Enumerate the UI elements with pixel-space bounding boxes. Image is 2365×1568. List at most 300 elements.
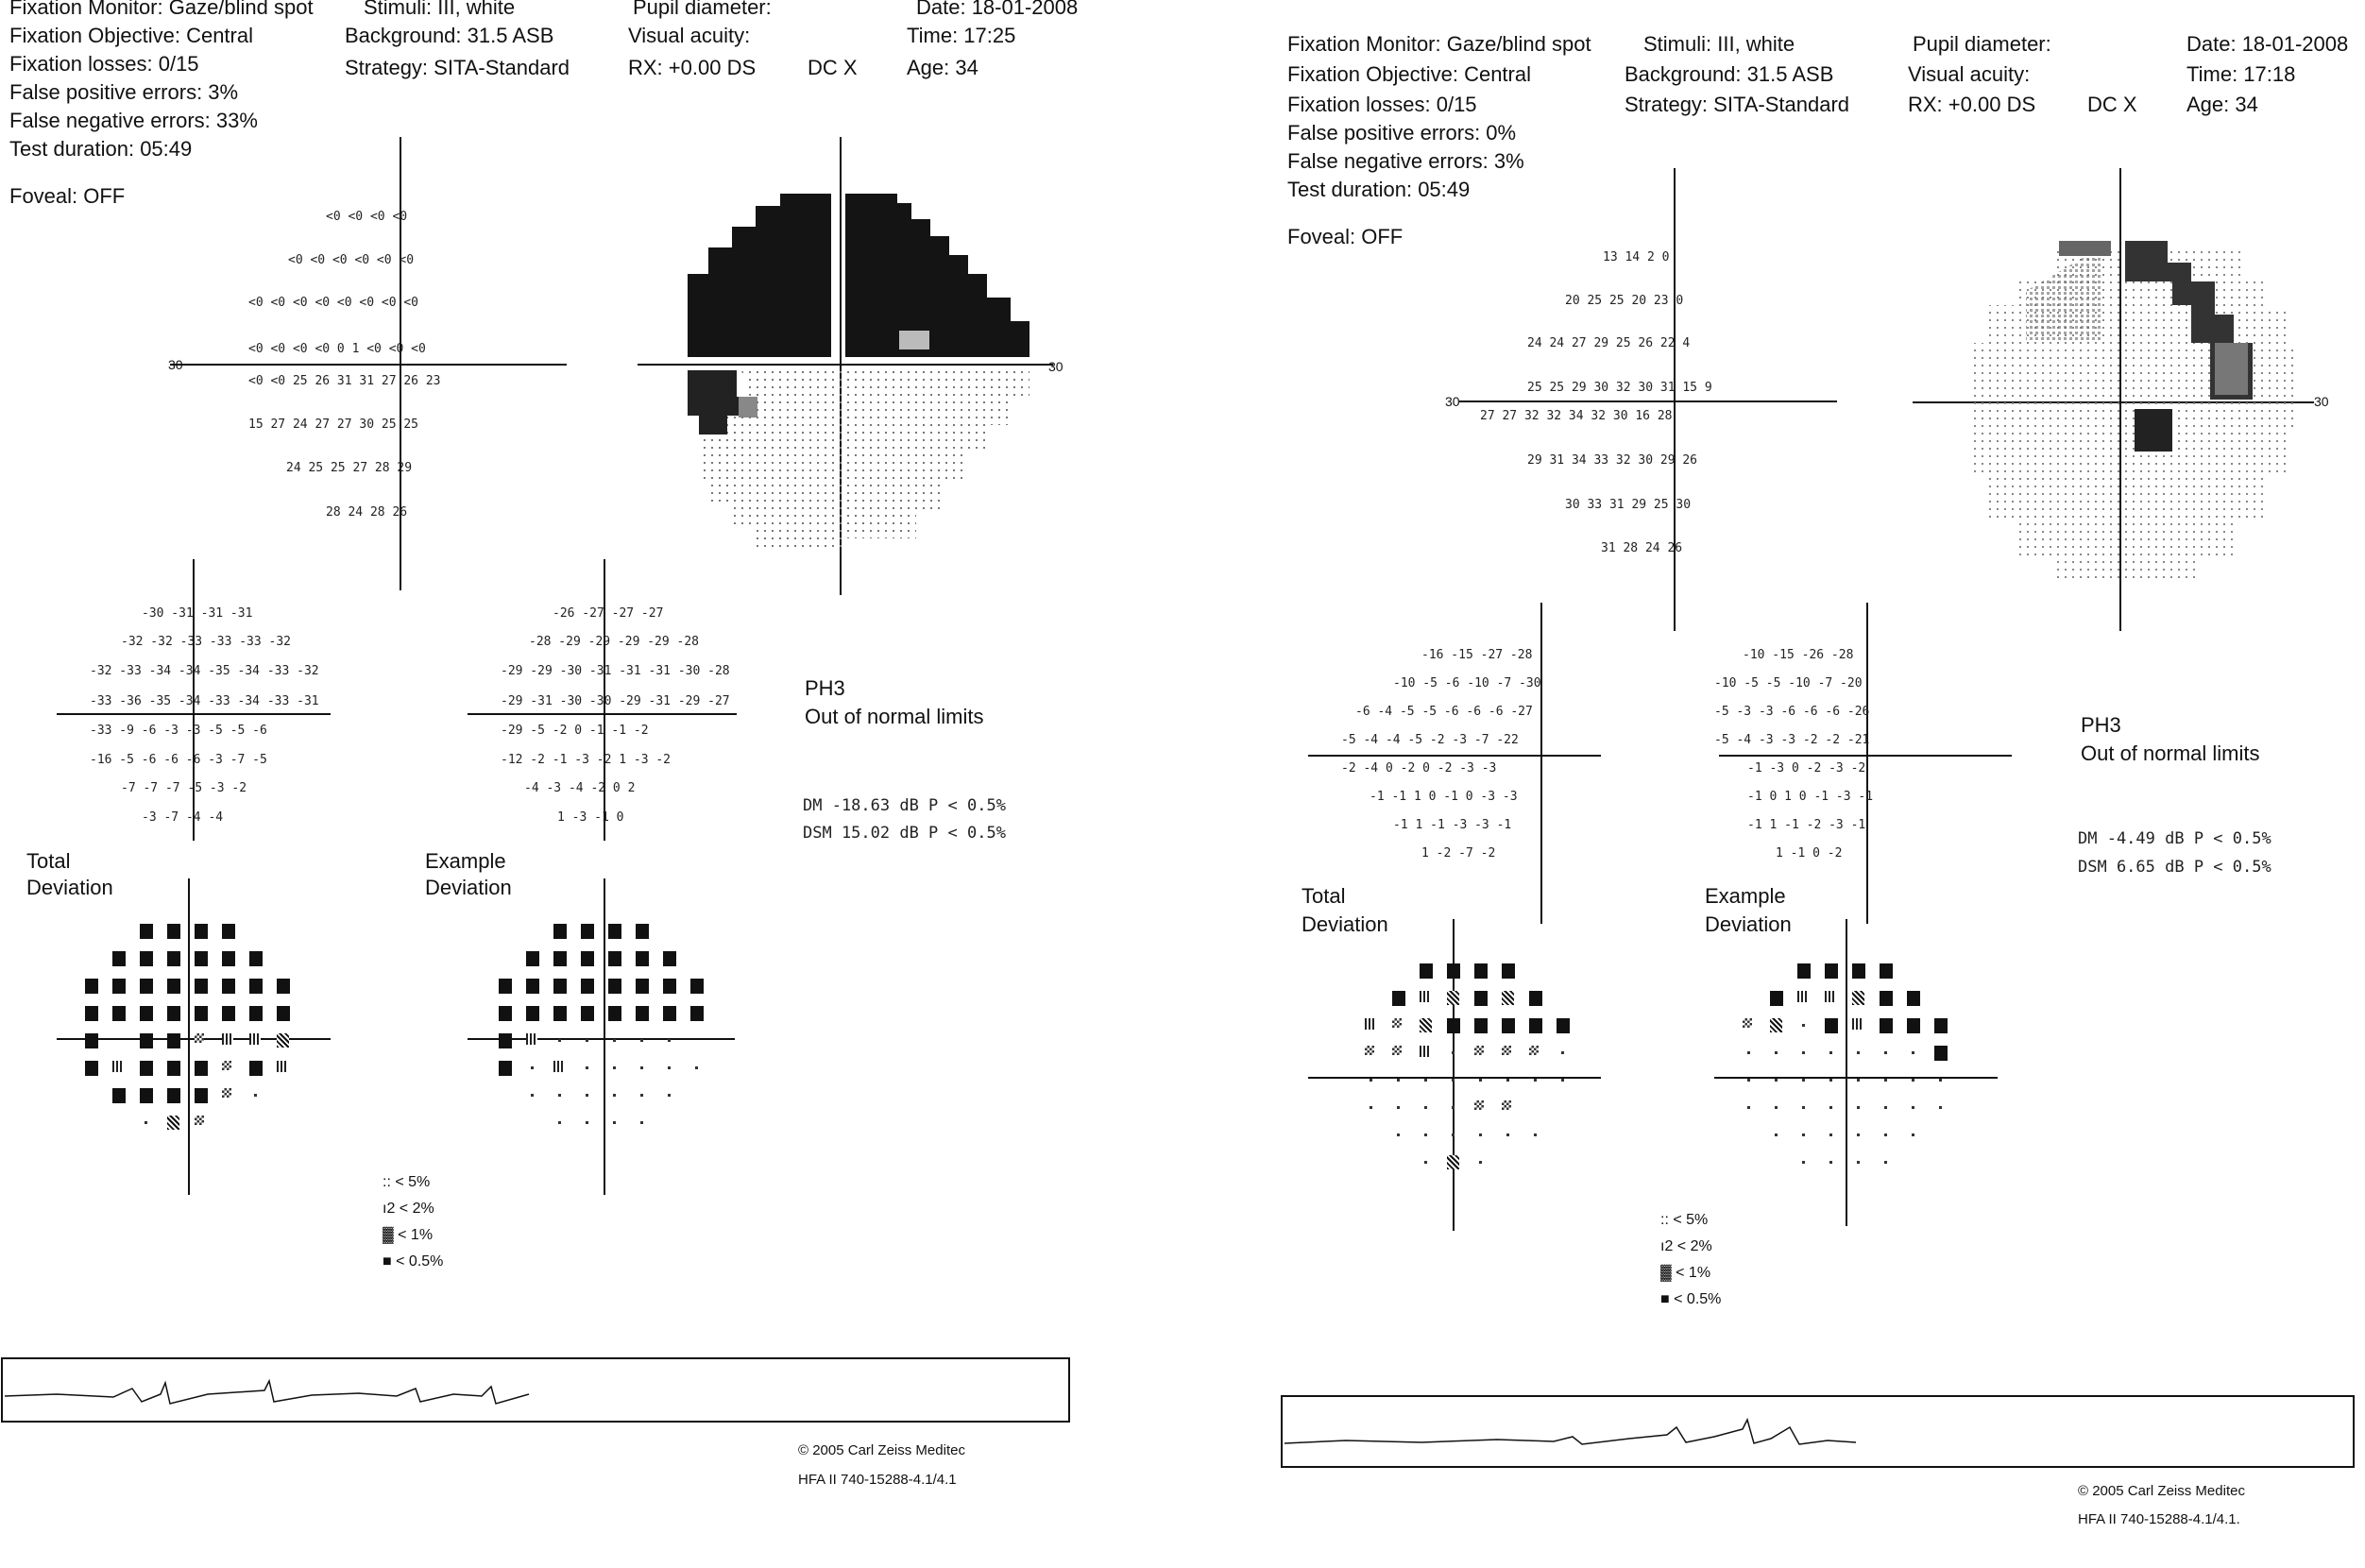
legend-symbol: ▓	[383, 1227, 394, 1243]
probability-symbol-normal	[1857, 1106, 1860, 1109]
probability-symbol-0.5	[581, 979, 594, 994]
probability-symbol-1	[277, 1033, 289, 1048]
fixation-monitor: Fixation Monitor: Gaze/blind spot	[9, 0, 314, 19]
probability-symbol-0.5	[1907, 1018, 1920, 1033]
probability-symbol-normal	[1479, 1161, 1482, 1164]
probability-symbol-normal	[1561, 1079, 1564, 1082]
probability-symbol-0.5	[112, 979, 126, 994]
probability-symbol-normal	[1884, 1106, 1887, 1109]
legend-symbol: ı2	[383, 1201, 396, 1217]
probability-symbol-0.5	[553, 924, 567, 939]
threshold-row: <0 <0 25 26 31 31 27 26 23	[248, 374, 441, 388]
patient-age: Age: 34	[2186, 93, 2258, 116]
example-deviation-label-1: Example	[1705, 884, 1786, 908]
test-date: Date: 18-01-2008	[916, 0, 1079, 19]
legend-05	[383, 1253, 443, 1270]
probability-symbol-normal	[1884, 1133, 1887, 1136]
probability-symbol-normal	[1424, 1161, 1427, 1164]
probability-symbol-0.5	[608, 1006, 621, 1021]
probability-symbol-0.5	[526, 951, 539, 966]
threshold-row: 30 33 31 29 25 30	[1565, 498, 1692, 512]
probability-symbol-0.5	[1474, 1018, 1488, 1033]
false-negative-errors: False negative errors: 33%	[9, 109, 258, 132]
background: Background: 31.5 ASB	[1625, 62, 1834, 86]
probability-symbol-normal	[1775, 1133, 1778, 1136]
probability-symbol-5	[222, 1088, 231, 1098]
total-deviation-row: -32 -33 -34 -34 -35 -34 -33 -32	[90, 664, 319, 678]
probability-symbol-2	[249, 1033, 261, 1045]
probability-symbol-normal	[1452, 1106, 1455, 1109]
probability-symbol-normal	[613, 1039, 616, 1042]
probability-symbol-0.5	[1934, 1018, 1948, 1033]
legend-symbol: ■	[383, 1253, 392, 1270]
probability-symbol-2	[1852, 1018, 1863, 1030]
probability-symbol-0.5	[1825, 963, 1838, 979]
probability-symbol-0.5	[167, 1006, 180, 1021]
example-deviation-label-2: Deviation	[425, 876, 512, 899]
example-deviation-row: -29 -5 -2 0 -1 -1 -2	[501, 724, 649, 738]
probability-symbol-0.5	[85, 1033, 98, 1048]
probability-symbol-5	[1502, 1046, 1511, 1055]
probability-symbol-5	[195, 1116, 204, 1125]
probability-symbol-5	[222, 1061, 231, 1070]
device-model: HFA II 740-15288-4.1/4.1	[798, 1472, 957, 1488]
probability-symbol-0.5	[222, 1006, 235, 1021]
example-deviation-row: -5 -3 -3 -6 -6 -6 -26	[1714, 705, 1870, 719]
probability-symbol-0.5	[249, 1006, 263, 1021]
probability-symbol-normal	[1802, 1106, 1805, 1109]
probability-symbol-0.5	[553, 979, 567, 994]
legend-label: < 0.5%	[396, 1253, 444, 1270]
probability-symbol-0.5	[167, 1088, 180, 1103]
probability-symbol-normal	[1829, 1051, 1832, 1054]
probability-symbol-0.5	[1880, 963, 1893, 979]
threshold-row: 25 25 29 30 32 30 31 15 9	[1527, 381, 1712, 395]
probability-symbol-normal	[1747, 1079, 1750, 1082]
probability-symbol-0.5	[195, 1006, 208, 1021]
probability-symbol-normal	[1857, 1051, 1860, 1054]
probability-symbol-1	[1852, 991, 1864, 1005]
probability-symbol-0.5	[663, 979, 676, 994]
probability-symbol-0.5	[195, 979, 208, 994]
fixation-monitor: Fixation Monitor: Gaze/blind spot	[1287, 32, 1591, 56]
probability-symbol-normal	[145, 1121, 147, 1124]
probability-symbol-5	[1474, 1046, 1484, 1055]
probability-symbol-0.5	[1529, 991, 1542, 1006]
probability-symbol-0.5	[1557, 1018, 1570, 1033]
probability-symbol-0.5	[1770, 991, 1783, 1006]
probability-symbol-normal	[640, 1066, 643, 1069]
probability-symbol-normal	[1424, 1133, 1427, 1136]
probability-symbol-normal	[1775, 1106, 1778, 1109]
gaze-tracking-box	[1282, 1396, 2354, 1467]
example-deviation-row: -1 1 -1 -2 -3 -1	[1747, 818, 1866, 832]
foveal-status: Foveal: OFF	[1287, 225, 1404, 248]
pupil-diameter: Pupil diameter:	[1913, 32, 2051, 56]
legend-2	[1660, 1238, 1712, 1255]
probability-symbol-0.5	[1420, 963, 1433, 979]
probability-symbol-normal	[1884, 1079, 1887, 1082]
test-duration: Test duration: 05:49	[9, 137, 193, 161]
visual-acuity: Visual acuity:	[1908, 62, 2031, 86]
probability-symbol-5	[1392, 1018, 1402, 1028]
pattern-std-deviation: DSM 6.65 dB P < 0.5%	[2078, 858, 2271, 877]
probability-symbol-2	[553, 1061, 565, 1072]
probability-symbol-0.5	[167, 1033, 180, 1048]
strategy: Strategy: SITA-Standard	[345, 56, 570, 79]
probability-symbol-normal	[1912, 1079, 1914, 1082]
copyright: © 2005 Carl Zeiss Meditec	[798, 1442, 965, 1458]
example-deviation-row: -1 -3 0 -2 -3 -2	[1747, 761, 1866, 775]
probability-symbol-normal	[1775, 1079, 1778, 1082]
probability-symbol-normal	[1912, 1133, 1914, 1136]
probability-symbol-0.5	[526, 979, 539, 994]
probability-symbol-normal	[558, 1039, 561, 1042]
probability-symbol-0.5	[1880, 1018, 1893, 1033]
probability-symbol-0.5	[608, 951, 621, 966]
background: Background: 31.5 ASB	[345, 24, 554, 47]
threshold-row: 31 28 24 26	[1601, 541, 1683, 555]
total-deviation-row: -16 -15 -27 -28	[1421, 648, 1533, 662]
threshold-plot-axes	[1270, 31, 2365, 1537]
probability-symbol-0.5	[1529, 1018, 1542, 1033]
probability-symbol-normal	[1829, 1161, 1832, 1164]
probability-symbol-normal	[1829, 1079, 1832, 1082]
probability-symbol-normal	[1857, 1079, 1860, 1082]
probability-symbol-0.5	[581, 951, 594, 966]
threshold-row: 29 31 34 33 32 30 29 26	[1527, 453, 1698, 468]
total-deviation-label-1: Total	[26, 849, 71, 873]
threshold-plot-axes	[0, 0, 1133, 1537]
probability-symbol-normal	[1479, 1133, 1482, 1136]
ph3-label: PH3	[2081, 713, 2121, 737]
strategy: Strategy: SITA-Standard	[1625, 93, 1850, 116]
probability-symbol-normal	[640, 1039, 643, 1042]
probability-symbol-0.5	[112, 1006, 126, 1021]
probability-symbol-0.5	[663, 951, 676, 966]
fixation-objective: Fixation Objective: Central	[9, 24, 253, 47]
example-deviation-row: -29 -31 -30 -30 -29 -31 -29 -27	[501, 694, 730, 708]
probability-symbol-normal	[695, 1066, 698, 1069]
total-deviation-row: -6 -4 -5 -5 -6 -6 -6 -27	[1355, 705, 1533, 719]
total-deviation-row: 1 -2 -7 -2	[1421, 846, 1496, 861]
probability-symbol-0.5	[499, 979, 512, 994]
total-deviation-row: -30 -31 -31 -31	[142, 606, 253, 621]
ph3-status: Out of normal limits	[2081, 741, 2260, 765]
probability-symbol-0.5	[140, 1061, 153, 1076]
probability-symbol-1	[1447, 991, 1459, 1005]
probability-symbol-normal	[254, 1094, 257, 1097]
probability-symbol-0.5	[1907, 991, 1920, 1006]
rx: RX: +0.00 DS	[1908, 93, 2036, 116]
pattern-std-deviation: DSM 15.02 dB P < 0.5%	[803, 824, 1006, 843]
probability-symbol-0.5	[1880, 991, 1893, 1006]
example-deviation-row: -1 0 1 0 -1 -3 -1	[1747, 790, 1874, 804]
probability-symbol-0.5	[167, 979, 180, 994]
probability-symbol-normal	[1829, 1106, 1832, 1109]
probability-symbol-normal	[613, 1066, 616, 1069]
probability-symbol-0.5	[195, 1061, 208, 1076]
dc: DC X	[2087, 93, 2137, 116]
probability-symbol-normal	[531, 1094, 534, 1097]
legend-symbol: ::	[1660, 1212, 1669, 1228]
probability-symbol-normal	[1506, 1133, 1509, 1136]
legend-symbol: ▓	[1660, 1265, 1672, 1281]
probability-symbol-normal	[668, 1039, 671, 1042]
probability-symbol-0.5	[636, 1006, 649, 1021]
probability-symbol-2	[1825, 991, 1836, 1002]
total-deviation-row: -3 -7 -4 -4	[142, 810, 224, 825]
grayscale-blind-spot	[2135, 409, 2172, 452]
probability-symbol-normal	[1939, 1079, 1942, 1082]
rx: RX: +0.00 DS	[628, 56, 757, 79]
stimuli: Stimuli: III, white	[1643, 32, 1795, 56]
probability-symbol-normal	[640, 1094, 643, 1097]
probability-symbol-0.5	[608, 924, 621, 939]
probability-symbol-normal	[1912, 1051, 1914, 1054]
total-deviation-row: -32 -32 -33 -33 -33 -32	[121, 635, 292, 649]
example-deviation-label-2: Deviation	[1705, 912, 1792, 936]
total-deviation-row: -7 -7 -7 -5 -3 -2	[121, 781, 247, 795]
probability-symbol-normal	[1534, 1133, 1537, 1136]
probability-symbol-normal	[1939, 1106, 1942, 1109]
threshold-row: <0 <0 <0 <0 0 1 <0 <0 <0	[248, 342, 426, 356]
probability-symbol-normal	[1802, 1161, 1805, 1164]
probability-symbol-5	[1743, 1018, 1752, 1028]
x-axis-label: 30	[1445, 394, 1460, 409]
probability-symbol-0.5	[249, 951, 263, 966]
probability-symbol-normal	[1857, 1161, 1860, 1164]
probability-symbol-normal	[1829, 1133, 1832, 1136]
probability-symbol-normal	[1802, 1024, 1805, 1027]
probability-symbol-0.5	[85, 1061, 98, 1076]
probability-symbol-0.5	[663, 1006, 676, 1021]
probability-symbol-normal	[1397, 1106, 1400, 1109]
probability-symbol-0.5	[112, 951, 126, 966]
probability-symbol-0.5	[167, 1061, 180, 1076]
x-axis-label-grayscale: 30	[1048, 359, 1063, 374]
probability-symbol-normal	[1534, 1079, 1537, 1082]
example-deviation-row: 1 -1 0 -2	[1776, 846, 1843, 861]
copyright: © 2005 Carl Zeiss Meditec	[2078, 1483, 2245, 1499]
probability-symbol-0.5	[1392, 991, 1405, 1006]
probability-symbol-0.5	[1447, 963, 1460, 979]
threshold-row: <0 <0 <0 <0 <0 <0 <0 <0	[248, 296, 419, 310]
probability-symbol-0.5	[140, 979, 153, 994]
probability-symbol-normal	[586, 1066, 588, 1069]
probability-symbol-normal	[1479, 1079, 1482, 1082]
legend-label: < 5%	[395, 1174, 431, 1190]
right-report-panel	[1270, 31, 2365, 1568]
fixation-objective: Fixation Objective: Central	[1287, 62, 1531, 86]
probability-symbol-0.5	[222, 951, 235, 966]
example-deviation-label-1: Example	[425, 849, 506, 873]
probability-symbol-0.5	[85, 979, 98, 994]
total-deviation-label-2: Deviation	[1302, 912, 1388, 936]
legend-1	[1660, 1265, 1710, 1282]
test-time: Time: 17:25	[907, 24, 1016, 47]
probability-symbol-0.5	[690, 979, 704, 994]
threshold-row: 28 24 28 26	[326, 505, 408, 520]
probability-symbol-0.5	[636, 951, 649, 966]
probability-symbol-0.5	[140, 1033, 153, 1048]
example-deviation-row: -4 -3 -4 -2 0 2	[524, 781, 636, 795]
probability-symbol-0.5	[167, 924, 180, 939]
threshold-row: 13 14 2 0	[1603, 250, 1670, 264]
probability-symbol-0.5	[1474, 963, 1488, 979]
example-deviation-row: -29 -29 -30 -31 -31 -31 -30 -28	[501, 664, 730, 678]
legend-label: < 2%	[399, 1201, 434, 1217]
example-deviation-row: -5 -4 -3 -3 -2 -2 -21	[1714, 733, 1870, 747]
legend-label: < 1%	[398, 1227, 434, 1243]
threshold-row: 15 27 24 27 27 30 25 25	[248, 418, 419, 432]
total-deviation-row: -10 -5 -6 -10 -7 -30	[1393, 676, 1541, 690]
probability-symbol-normal	[613, 1121, 616, 1124]
legend-symbol: ı2	[1660, 1238, 1674, 1254]
probability-symbol-5	[1529, 1046, 1539, 1055]
probability-symbol-2	[1797, 991, 1809, 1002]
probability-symbol-normal	[558, 1121, 561, 1124]
probability-symbol-normal	[1747, 1051, 1750, 1054]
probability-symbol-5	[1474, 1100, 1484, 1110]
probability-symbol-normal	[1561, 1051, 1564, 1054]
legend-label: < 1%	[1676, 1265, 1711, 1281]
probability-symbol-2	[112, 1061, 124, 1072]
foveal-status: Foveal: OFF	[9, 184, 126, 208]
total-deviation-row: -33 -36 -35 -34 -33 -34 -33 -31	[90, 694, 319, 708]
example-deviation-row: -10 -15 -26 -28	[1743, 648, 1854, 662]
x-axis-label: 30	[168, 357, 183, 372]
probability-symbol-0.5	[195, 1088, 208, 1103]
gaze-tracking-trace	[1285, 1420, 1856, 1444]
probability-symbol-0.5	[277, 979, 290, 994]
example-deviation-row: -28 -29 -29 -29 -29 -28	[529, 635, 700, 649]
threshold-row: 20 25 25 20 23 0	[1565, 294, 1684, 308]
probability-symbol-normal	[1370, 1079, 1372, 1082]
threshold-row: <0 <0 <0 <0	[326, 210, 408, 224]
legend-5	[1660, 1212, 1708, 1229]
mean-deviation: DM -18.63 dB P < 0.5%	[803, 796, 1006, 815]
probability-symbol-2	[277, 1061, 288, 1072]
probability-symbol-normal	[613, 1094, 616, 1097]
probability-symbol-1	[1502, 991, 1514, 1005]
fixation-losses: Fixation losses: 0/15	[9, 52, 199, 76]
total-deviation-label-2: Deviation	[26, 876, 113, 899]
probability-symbol-normal	[1452, 1079, 1455, 1082]
test-date: Date: 18-01-2008	[2186, 32, 2349, 56]
probability-symbol-0.5	[249, 1061, 263, 1076]
total-deviation-row: -1 -1 1 0 -1 0 -3 -3	[1370, 790, 1518, 804]
legend-5	[383, 1174, 430, 1191]
grayscale-patch	[899, 331, 929, 349]
probability-symbol-normal	[1802, 1133, 1805, 1136]
probability-symbol-1	[1420, 1018, 1432, 1032]
probability-symbol-0.5	[553, 951, 567, 966]
probability-symbol-0.5	[1502, 963, 1515, 979]
probability-symbol-0.5	[222, 979, 235, 994]
probability-symbol-normal	[1912, 1106, 1914, 1109]
legend-1	[383, 1227, 433, 1244]
probability-symbol-0.5	[140, 951, 153, 966]
probability-symbol-0.5	[1502, 1018, 1515, 1033]
probability-symbol-normal	[1802, 1079, 1805, 1082]
probability-symbol-normal	[1452, 1051, 1455, 1054]
threshold-row: 27 27 32 32 34 32 30 16 28	[1480, 409, 1673, 423]
legend-2	[383, 1201, 434, 1218]
probability-symbol-1	[1770, 1018, 1782, 1032]
probability-symbol-0.5	[1825, 1018, 1838, 1033]
probability-symbol-5	[1392, 1046, 1402, 1055]
probability-symbol-0.5	[526, 1006, 539, 1021]
total-deviation-row: -33 -9 -6 -3 -3 -5 -5 -6	[90, 724, 267, 738]
probability-symbol-2	[1420, 991, 1431, 1002]
device-model: HFA II 740-15288-4.1/4.1.	[2078, 1511, 2240, 1527]
threshold-row: 24 24 27 29 25 26 22 4	[1527, 336, 1691, 350]
probability-symbol-normal	[1506, 1079, 1509, 1082]
probability-symbol-normal	[1884, 1161, 1887, 1164]
probability-symbol-normal	[1424, 1106, 1427, 1109]
probability-symbol-2	[1420, 1046, 1431, 1057]
probability-symbol-0.5	[1797, 963, 1811, 979]
probability-symbol-normal	[668, 1066, 671, 1069]
probability-symbol-normal	[668, 1094, 671, 1097]
probability-symbol-normal	[1857, 1133, 1860, 1136]
probability-symbol-normal	[1397, 1133, 1400, 1136]
example-deviation-row: -26 -27 -27 -27	[553, 606, 664, 621]
probability-symbol-0.5	[581, 924, 594, 939]
probability-symbol-0.5	[222, 924, 235, 939]
ph3-status: Out of normal limits	[805, 705, 984, 728]
left-report-panel	[0, 0, 1133, 1537]
probability-symbol-0.5	[608, 979, 621, 994]
probability-symbol-normal	[1452, 1133, 1455, 1136]
probability-symbol-2	[526, 1033, 537, 1045]
probability-symbol-0.5	[1474, 991, 1488, 1006]
probability-symbol-normal	[1424, 1079, 1427, 1082]
dc: DC X	[808, 56, 858, 79]
legend-label: < 0.5%	[1674, 1291, 1722, 1307]
probability-symbol-0.5	[636, 924, 649, 939]
legend-05	[1660, 1291, 1721, 1308]
probability-symbol-normal	[640, 1121, 643, 1124]
total-deviation-label-1: Total	[1302, 884, 1346, 908]
probability-symbol-0.5	[140, 1006, 153, 1021]
visual-acuity: Visual acuity:	[628, 24, 751, 47]
total-deviation-row: -2 -4 0 -2 0 -2 -3 -3	[1341, 761, 1497, 775]
probability-symbol-0.5	[581, 1006, 594, 1021]
legend-label: < 2%	[1676, 1238, 1712, 1254]
false-positive-errors: False positive errors: 0%	[1287, 121, 1517, 145]
mean-deviation: DM -4.49 dB P < 0.5%	[2078, 829, 2271, 848]
fixation-losses: Fixation losses: 0/15	[1287, 93, 1477, 116]
probability-symbol-normal	[1775, 1051, 1778, 1054]
probability-symbol-0.5	[1447, 1018, 1460, 1033]
threshold-row: <0 <0 <0 <0 <0 <0	[288, 253, 415, 267]
test-duration: Test duration: 05:49	[1287, 178, 1471, 201]
probability-symbol-0.5	[1852, 963, 1865, 979]
probability-symbol-normal	[586, 1121, 588, 1124]
probability-symbol-0.5	[499, 1006, 512, 1021]
probability-symbol-0.5	[1934, 1046, 1948, 1061]
total-deviation-row: -16 -5 -6 -6 -6 -3 -7 -5	[90, 753, 267, 767]
patient-age: Age: 34	[907, 56, 978, 79]
test-time: Time: 17:18	[2186, 62, 2296, 86]
grayscale-patch	[2059, 241, 2111, 256]
threshold-row: 24 25 25 27 28 29	[286, 461, 413, 475]
probability-symbol-1	[1447, 1155, 1459, 1169]
probability-symbol-0.5	[195, 924, 208, 939]
legend-symbol: ■	[1660, 1291, 1670, 1307]
